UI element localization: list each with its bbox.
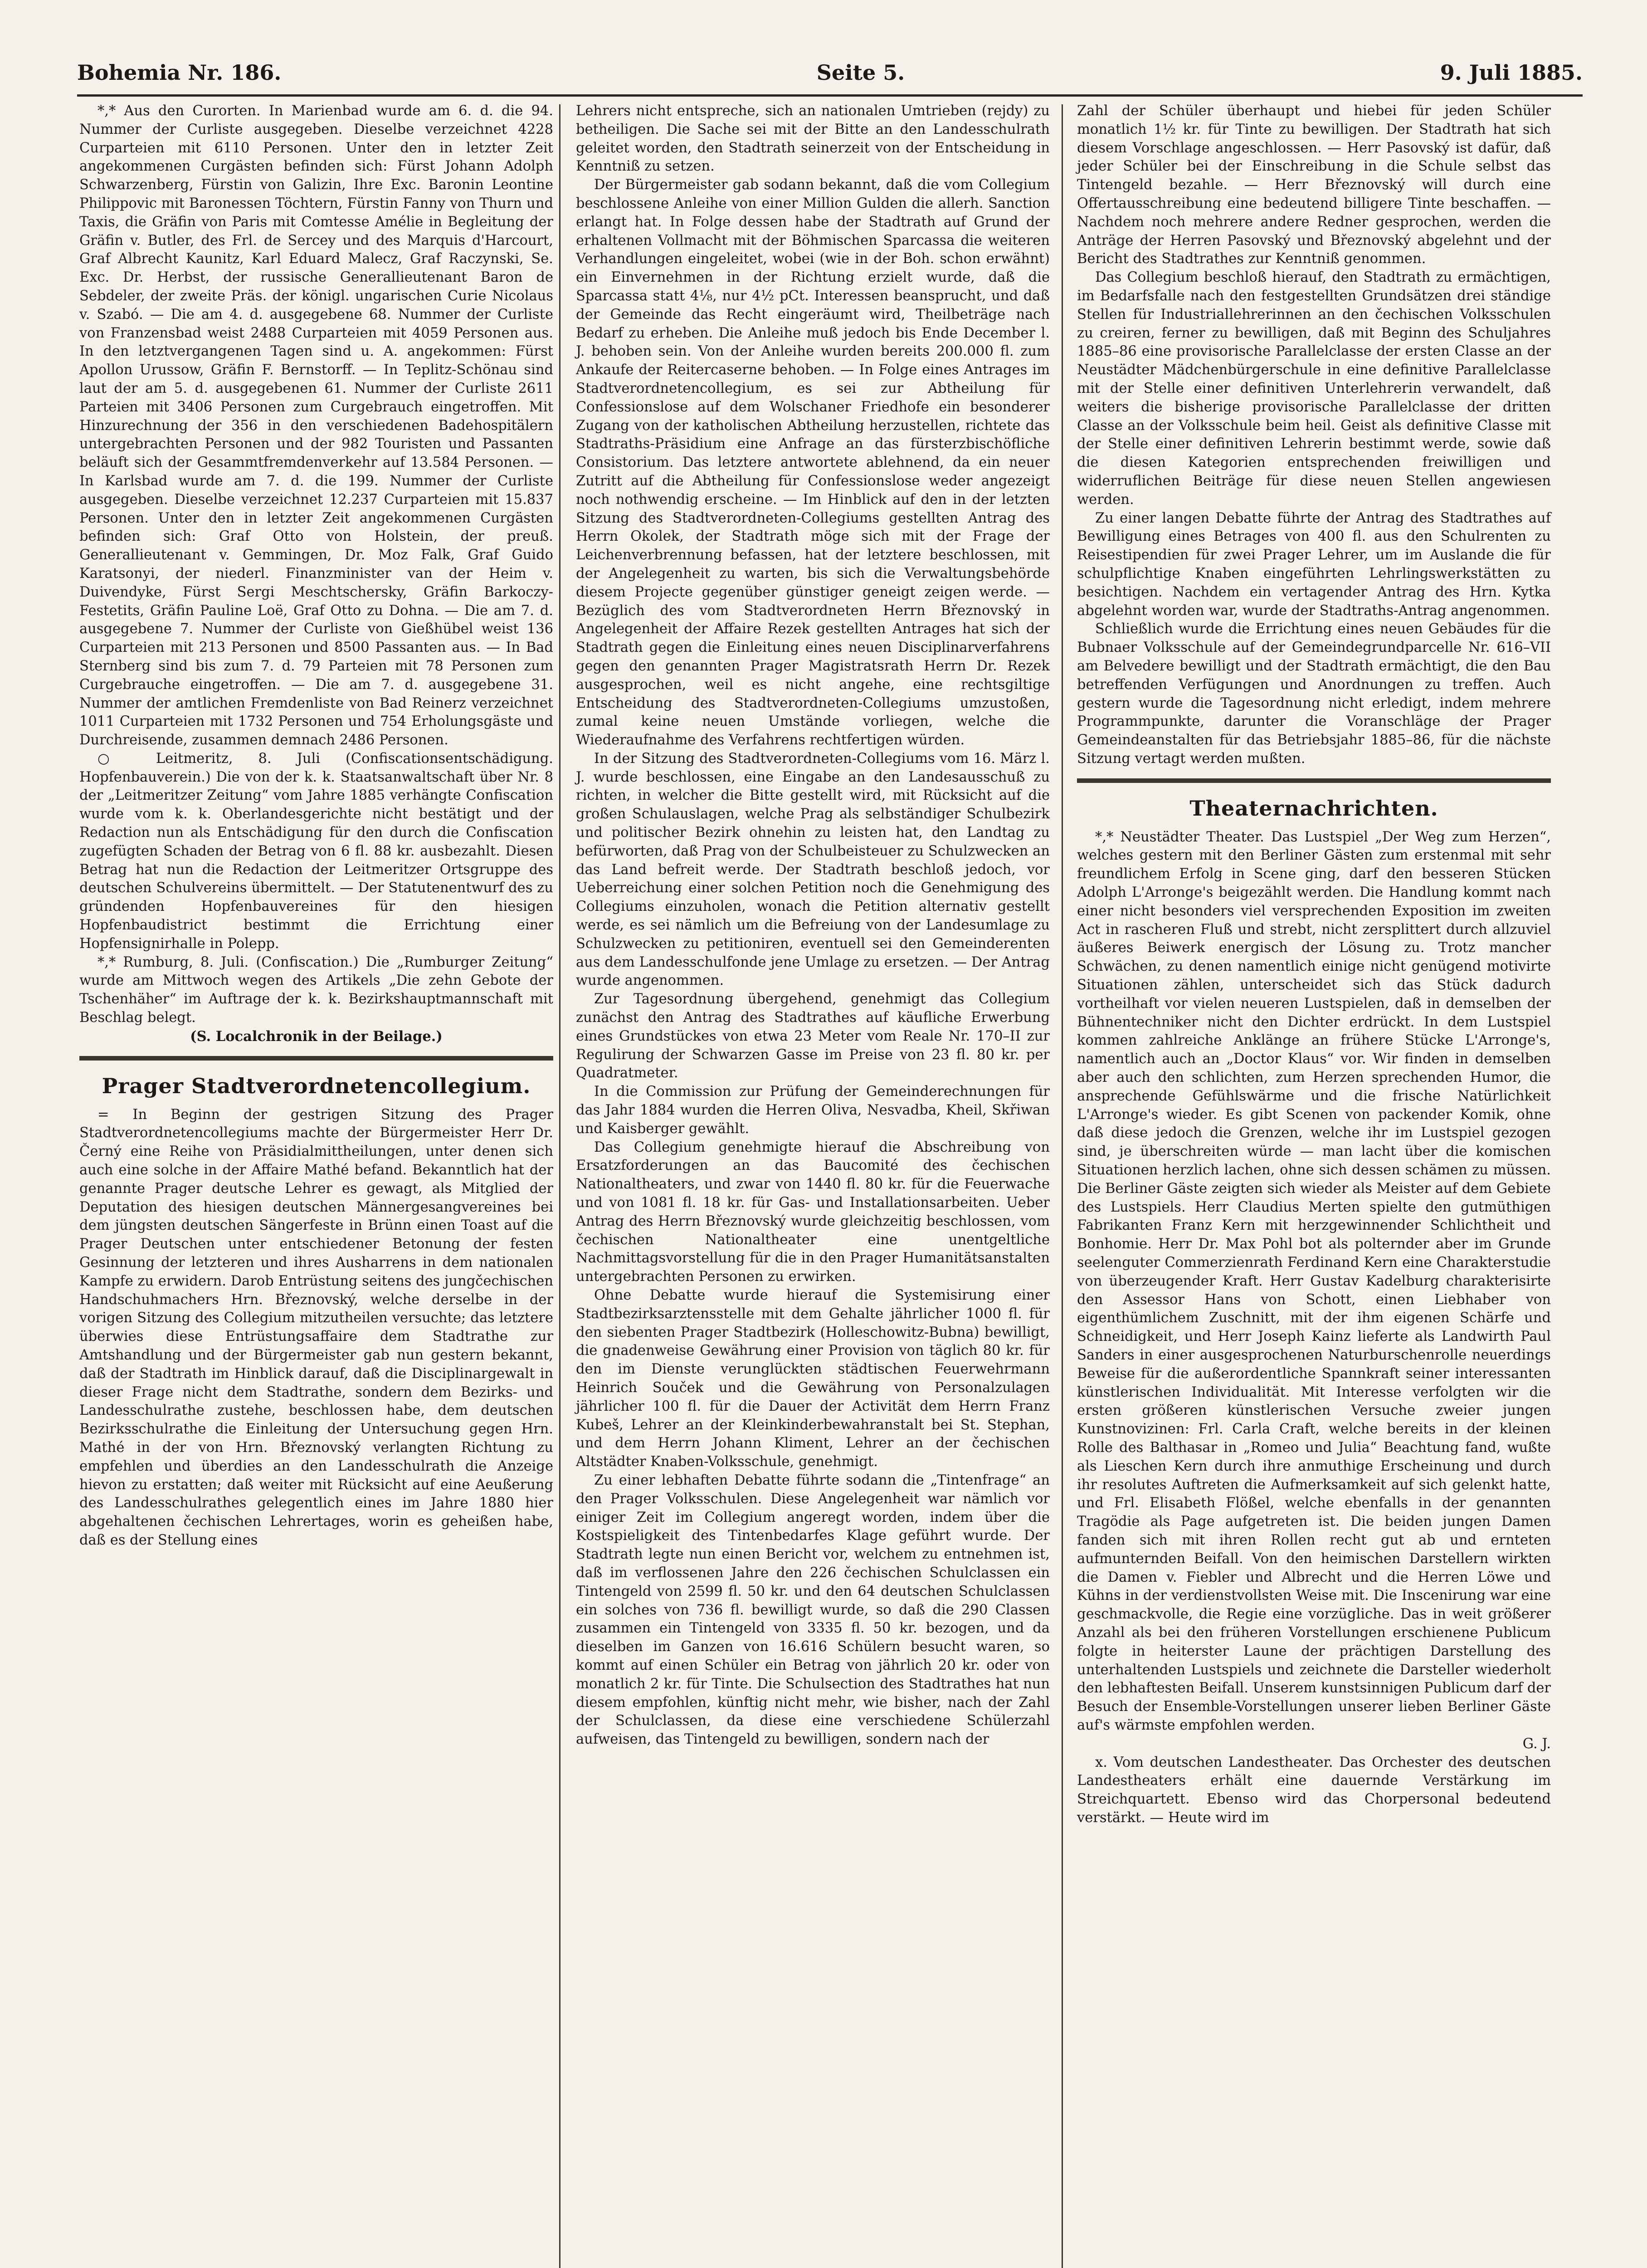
- article-theater: *,* Neustädter Theater. Das Lustspiel „Der Weg zum Herzen“, welches gestern mit den Berliner Gästen zum erstenmal mit sehr freundlichem Erfolg in Scene ging, darf den besseren Stücken Adolph L'Arronge's beigezählt werden. Die Handlung kommt nach einer nicht besonders viel versprechenden Exposition im zweiten Act in rascheren Fluß und strebt, nicht zersplittert durch allzuviel äußeres Beiwerk energisch der Lösung zu. Trotz mancher Schwächen, zu denen namentlich einige nicht genügend motivirte Situationen zählen, unterscheidet sich das Stück dadurch vortheilhaft vor vielen neueren Lustspielen, daß in demselben der Bühnentechniker nicht den Dichter erdrückt. In dem Lustspiel kommen zahlreiche Anklänge an frühere Stücke L'Arronge's, namentlich auch an „Doctor Klaus“ vor. Wir finden in demselben aber auch den schlichten, zum Herzen sprechenden Humor, die ansprechende Gefühlswärme und die frische Natürlichkeit L'Arronge's wieder. Es gibt Scenen von packender Komik, ohne daß diese jedoch die Grenzen, welche ihr im Lustspiel gezogen sind, je überschreiten würde — man lacht über die komischen Situationen herzlich lachen, ohne sich dessen schämen zu müssen. Die Berliner Gäste zeigten sich wieder als Meister auf dem Gebiete des Lustspiels. Herr Claudius Merten spielte den gutmüthigen Fabrikanten Franz Kern mit herzgewinnender Schlichtheit und Bonhomie. Herr Dr. Max Pohl bot als polternder aber im Grunde seelenguter Commerzienrath Ferdinand Kern eine Charakterstudie von überzeugender Kraft. Herr Gustav Kadelburg charakterisirte den Assessor Hans von Schott, einen Liebhaber von eigenthümlichem Zuschnitt, mit der ihm eigenen Schärfe und Schneidigkeit, und Herr Joseph Kainz lieferte als Landwirth Paul Sanders in einer ausgesprochenen Naturburschenrolle neuerdings Beweise für die außerordentliche Spannkraft seiner interessanten künstlerischen Individualität. Mit Interesse verfolgten wir die ersten größeren künstlerischen Versuche zweier jungen Kunstnovizinen: Frl. Carla Craft, welche bereits in der kleinen Rolle des Balthasar in „Romeo und Julia“ Beachtung fand, wußte als Lieschen Kern durch ihre anmuthige Erscheinung und durch ihr resolutes Auftreten die Aufmerksamkeit auf sich gelenkt hatte, und Frl. Elisabeth Flößel, welche ebenfalls in der genannten Tragödie als Page aufgetreten ist. Die beiden jungen Damen fanden sich mit ihren Rollen recht gut ab und ernteten aufmunternden Beifall. Von den heimischen Darstellern wirkten die Damen v. Fiebler und Albrecht und die Herren Löwe und Kühns in der verdienstvollsten Weise mit. Die Inscenirung war eine geschmackvolle, die Regie eine vorzügliche. Das in weit größerer Anzahl als bei den früheren Vorstellungen erschienene Publicum folgte in heiterster Laune der prächtigen Darstellung des unterhaltenden Lustspiels und zeichnete die Darsteller wiederholt den lebhaftesten Beifall. Unserem kunstsinnigen Publicum darf der Besuch der Ensemble-Vorstellungen unserer lieben Berliner Gäste auf's wärmste empfohlen werden.: [1077, 829, 1551, 1733]
- column-1: [79, 102, 553, 1550]
- article-landestheater: x. Vom deutschen Landestheater. Das Orchester des deutschen Landestheaters erhält eine dauernde Verstärkung im Streichquartett. Ebenso wird das Chorpersonal bedeutend verstärkt. — Heute wird im: [1077, 1754, 1551, 1826]
- page-header: [77, 50, 1583, 95]
- header-date: 9. Juli 1885.: [1440, 60, 1583, 85]
- article-col2-para-8: Zu einer lebhaften Debatte führte sodann die „Tintenfrage“ an den Prager Volksschulen. Diese Angelegenheit war nämlich vor einiger Zeit im Collegium angeregt worden, indem über die Kostspieligkeit des Tintenbedarfes Klage geführt wurde. Der Stadtrath legte nun einen Bericht vor, welchem zu entnehmen ist, daß im verflossenen Jahre den 226 čechischen Schulclassen ein Tintengeld von 2599 fl. 50 kr. und den 64 deutschen Schulclassen ein solches von 736 fl. bewilligt wurde, so daß die 290 Classen zusammen ein Tintengeld von 3335 fl. 50 kr. bezogen, und da dieselben im Ganzen von 16.616 Schülern besucht waren, so kommt auf einen Schüler ein Betrag von jährlich 20 kr. oder von monatlich 2 kr. für Tinte. Die Schulsection des Stadtrathes hat nun diesem empfohlen, künftig nicht mehr, wie bisher, nach der Zahl der Schulclassen, da diese eine verschiedene Schülerzahl aufweisen, das Tintengeld zu bewilligen, sondern nach der: [576, 1472, 1050, 1748]
- column-2: [576, 102, 1050, 1749]
- section-title-stadtverordnete: Prager Stadtverordnetencollegium.: [102, 1073, 531, 1098]
- article-leitmeritz: ○ Leitmeritz, 8. Juli (Confiscationsentschädigung. Hopfenbauverein.) Die von der k. k. Staatsanwaltschaft über Nr. 8 der „Leitmeritzer Zeitung“ vom Jahre 1885 verhängte Confiscation wurde vom k. k. Oberlandesgerichte nicht bestätigt und der Redaction nun als Entschädigung für den durch die Confiscation zugefügten Schaden der Betrag von 6 fl. 88 kr. ausbezahlt. Diesen Betrag hat nun die Redaction der Leitmeritzer Ortsgruppe des deutschen Schulvereins übermittelt. — Der Statutenentwurf des zu gründenden Hopfenbauvereines für den hiesigen Hopfenbaudistrict bestimmt die Errichtung einer Hopfensignirhalle in Polepp.: [79, 750, 553, 952]
- article-col2-para-4: Zur Tagesordnung übergehend, genehmigt das Collegium zunächst den Antrag des Stadtrathes auf käufliche Erwerbung eines Grundstückes von etwa 23 Meter vom Reale Nr. 170–II zur Regulirung der Schwarzen Gasse im Preise von 23 fl. 80 kr. per Quadratmeter.: [576, 991, 1050, 1081]
- article-col3-para-2: Das Collegium beschloß hierauf, den Stadtrath zu ermächtigen, im Bedarfsfalle nach den festgestellten Grundsätzen drei ständige Stellen für Industriallehrerinnen an den čechischen Volksschulen zu creiren, ferner zu bewilligen, daß mit Beginn des Schuljahres 1885–86 eine provisorische Parallelclasse der ersten Classe an der Neustädter Mädchenbürgerschule in eine definitive Parallelclasse mit der Stelle einer definitiven Unterlehrerin verwandelt, daß weiters die bisherige provisorische Parallelclasse der dritten Classe an der Volksschule beim heil. Geist als definitive Classe mit der Stelle einer definitiven Lehrerin bestimmt werde, sowie daß die diesen Kategorien entsprechenden freiwilligen und widerruflichen Beiträge für diese neuen Stellen angewiesen werden.: [1077, 269, 1551, 508]
- header-issue: Bohemia Nr. 186.: [77, 60, 282, 85]
- section-title-theater: Theaternachrichten.: [1189, 796, 1438, 821]
- article-col3-para-3: Zu einer langen Debatte führte der Antrag des Stadtrathes auf Bewilligung eines Betrages von 400 fl. aus den Schulrenten zu Reisestipendien für zwei Prager Lehrer, um im Auslande die für schulpflichtige Knaben eingeführten Lehrlingswerkstätten zu besichtigen. Nachdem ein vertagender Antrag des Hrn. Kytka abgelehnt worden war, wurde der Stadtraths-Antrag angenommen.: [1077, 510, 1551, 619]
- article-signature: G. J.: [1522, 1735, 1551, 1752]
- header-page-number: Seite 5.: [816, 60, 905, 85]
- article-col2-para-6: Das Collegium genehmigte hierauf die Abschreibung von Ersatzforderungen an das Baucomité des čechischen Nationaltheaters, und zwar von 1440 fl. 80 kr. für die Feuerwache und von 1081 fl. 18 kr. für Gas- und Installationsarbeiten. Ueber Antrag des Herrn Březnovský wurde gleichzeitig beschlossen, vom čechischen Nationaltheater eine unentgeltliche Nachmittagsvorstellung für die in den Prager Humanitätsanstalten untergebrachten Personen zu erwirken.: [576, 1139, 1050, 1285]
- article-col3-para-4: Schließlich wurde die Errichtung eines neuen Gebäudes für die Bubnaer Volksschule auf der Gemeindegrundparcelle Nr. 616–VII am Belvedere bewilligt und der Stadtrath ermächtigt, die den Bau betreffenden Verfügungen und Anordnungen zu treffen. Auch gestern wurde die Tagesordnung nicht erledigt, indem mehrere Programmpunkte, darunter die Voranschläge der Prager Gemeindeanstalten für das Betriebsjahr 1885–86, für die nächste Sitzung vertagt werden mußten.: [1077, 621, 1551, 767]
- column-divider-1: [559, 104, 560, 2268]
- article-rumburg: *,* Rumburg, 8. Juli. (Confiscation.) Die „Rumburger Zeitung“ wurde am Mittwoch wegen des Artikels „Die zehn Gebote der Tschenhäher“ im Auftrage der k. k. Bezirkshauptmannschaft mit Beschlag belegt.: [79, 954, 553, 1026]
- column-3: [1077, 102, 1551, 1828]
- article-col2-para-2: Der Bürgermeister gab sodann bekannt, daß die vom Collegium beschlossene Anleihe von einer Million Gulden die allerh. Sanction erlangt hat. In Folge dessen habe der Stadtrath auf Grund der erhaltenen Vollmacht mit der Böhmischen Sparcassa die weiteren Verhandlungen eingeleitet, wobei (wie in der Boh. schon erwähnt) ein Einvernehmen in der Richtung erzielt wurde, daß die Sparcassa statt 4⅛, nur 4½ pCt. Interessen beansprucht, und daß der Gemeinde das Recht eingeräumt wird, Theilbeträge nach Bedarf zu erheben. Die Anleihe muß jedoch bis Ende December l. J. behoben sein. Von der Anleihe wurden bereits 200.000 fl. zum Ankaufe der Reitercaserne behoben. — In Folge eines Antrages im Stadtverordnetencollegium, es sei zur Abtheilung für Confessionslose auf dem Wolschaner Friedhofe ein besonderer Zugang von der katholischen Abtheilung herzustellen, richtete das Stadtraths-Präsidium eine Anfrage an das fürsterzbischöfliche Consistorium. Das letztere antwortete ablehnend, da ein neuer Zutritt auf die Abtheilung für Confessionslose weder angezeigt noch nothwendig erscheine. — Im Hinblick auf den in der letzten Sitzung des Stadtverordneten-Collegiums gestellten Antrag des Herrn Okolek, der Stadtrath möge sich mit der Frage der Leichenverbrennung befassen, hat der letztere beschlossen, mit der Angelegenheit zu warten, bis sich die Verwaltungsbehörde diesem Projecte gegenüber günstiger geneigt zeigen werde. — Bezüglich des vom Stadtverordneten Herrn Březnovský in Angelegenheit der Affaire Rezek gestellten Antrages hat sich der Stadtrath gegen die Einleitung eines neuen Disciplinarverfahrens gegen den genannten Prager Magistratsrath Herrn Dr. Rezek ausgesprochen, weil es nicht angehe, eine rechtsgiltige Entscheidung des Stadtverordneten-Collegiums umzustoßen, zumal keine neuen Umstände vorliegen, welche die Wiederaufnahme des Verfahrens rechtfertigen würden.: [576, 177, 1050, 748]
- localchronik-note: (S. Localchronik in der Beilage.): [190, 1028, 443, 1045]
- article-col2-para-5: In die Commission zur Prüfung der Gemeinderechnungen für das Jahr 1884 wurden die Herren Oliva, Nesvadba, Kheil, Skřiwan und Kaisberger gewählt.: [576, 1084, 1050, 1137]
- column-divider-2: [1062, 104, 1063, 2268]
- article-curorte: *,* Aus den Curorten. In Marienbad wurde am 6. d. die 94. Nummer der Curliste ausgegeben. Dieselbe verzeichnet 4228 Curparteien mit 6110 Personen. Unter den in letzter Zeit angekommenen Curgästen befinden sich: Fürst Johann Adolph Schwarzenberg, Fürstin von Galizin, Ihre Exc. Baronin Leontine Philippovic mit Baronessen Töchtern, Fürstin Fanny von Thurn und Taxis, die Gräfin von Paris mit Comtesse Amélie in Begleitung der Gräfin v. Butler, des Frl. de Sercey und des Marquis d'Harcourt, Graf Albrecht Kaunitz, Karl Eduard Malecz, Graf Raczynski, Se. Exc. Dr. Herbst, der russische Generallieutenant Baron de Sebdeler, der zweite Präs. der königl. ungarischen Curie Nicolaus v. Szabó. — Die am 4. d. ausgegebene 68. Nummer der Curliste von Franzensbad weist 2488 Curparteien mit 4059 Personen aus. In den letztvergangenen Tagen sind u. A. angekommen: Fürst Apollon Urussow, Gräfin F. Bernstorff. — In Teplitz-Schönau sind laut der am 5. d. ausgegebenen 61. Nummer der Curliste 2611 Parteien mit 3406 Personen zum Curgebrauch eingetroffen. Mit Hinzurechnung der 356 in den verschiedenen Badehospitälern untergebrachten Personen und der 982 Touristen und Passanten beläuft sich der Gesammtfremdenverkehr auf 13.584 Personen. — In Karlsbad wurde am 7. d. die 199. Nummer der Curliste ausgegeben. Dieselbe verzeichnet 12.237 Curparteien mit 15.837 Personen. Unter den in letzter Zeit angekommenen Curgästen befinden sich: Graf Otto von Holstein, der preuß. Generallieutenant v. Gemmingen, Dr. Moz Falk, Graf Guido Karatsonyi, der niederl. Finanzminister van der Heim v. Duivendyke, Fürst Sergi Meschtschersky, Gräfin Barkoczy-Festetits, Gräfin Pauline Loë, Graf Otto zu Dohna. — Die am 7. d. ausgegebene 7. Nummer der Curliste von Gießhübel weist 136 Curparteien mit 213 Personen und 8500 Passanten aus. — In Bad Sternberg sind bis zum 7. d. 79 Parteien mit 78 Personen zum Curgebrauche eingetroffen. — Die am 7. d. ausgegebene 31. Nummer der amtlichen Fremdenliste von Bad Reinerz verzeichnet 1011 Curparteien mit 1732 Personen und 754 Erholungsgäste und Durchreisende, zusammen demnach 2486 Personen.: [79, 103, 553, 748]
- header-rule: [77, 94, 1583, 97]
- article-col2-para-7: Ohne Debatte wurde hierauf die Systemisirung einer Stadtbezirksarztensstelle mit dem Gehalte jährlicher 1000 fl. für den siebenten Prager Stadtbezirk (Holleschowitz-Bubna) bewilligt, die gnadenweise Gewährung einer Provision von täglich 80 kr. für den im Dienste verunglückten städtischen Feuerwehrmann Heinrich Souček und die Gewährung von Personalzulagen jährlicher 100 fl. für die Dauer der Activität dem Herrn Franz Kubeš, Lehrer an der Kleinkinderbewahranstalt bei St. Stephan, und dem Herrn Johann Kliment, Lehrer an der čechischen Altstädter Knaben-Volksschule, genehmigt.: [576, 1287, 1050, 1470]
- section-separator-theater: [1077, 778, 1551, 783]
- article-col2-para-3: In der Sitzung des Stadtverordneten-Collegiums vom 16. März l. J. wurde beschlossen, eine Eingabe an den Landesausschuß zu richten, in welcher die Bitte gestellt wird, mit Rücksicht auf die großen Schulauslagen, welche Prag als selbständiger Schulbezirk und politischer Bezirk ohnehin zu leisten hat, den Landtag zu befürworten, daß Prag von der Schulbeisteuer zu Schulzwecken an das Land befreit werde. Der Stadtrath beschloß jedoch, vor Ueberreichung einer solchen Petition noch die Genehmigung des Collegiums einzuholen, wonach die Petition alternativ gestellt werde, es sei nämlich um die Befreiung von der Landesumlage zu Schulzwecken zu petitioniren, eventuell sei den Gemeinderenten aus dem Landesschulfonde jene Umlage zu ersetzen. — Der Antrag wurde angenommen.: [576, 750, 1050, 989]
- section-separator: [79, 1056, 553, 1061]
- article-stadtverordnete-1: = In Beginn der gestrigen Sitzung des Prager Stadtverordnetencollegiums machte der Bürgermeister Herr Dr. Černý eine Reihe von Präsidialmittheilungen, unter denen sich auch eine solche in der Affaire Mathé befand. Bekanntlich hat der genannte Prager deutsche Lehrer es gewagt, als Mitglied der Deputation des hiesigen deutschen Männergesangvereines bei dem jüngsten deutschen Sängerfeste in Brünn einen Toast auf die Prager Deutschen unter entschiedener Betonung der festen Gesinnung der letzteren und ihres Ausharrens in dem nationalen Kampfe zu erwidern. Darob Entrüstung seitens des jungčechischen Handschuhmachers Hrn. Březnovský, welche derselbe in der vorigen Sitzung des Collegium mitzutheilen versuchte; das letztere überwies diese Entrüstungsaffaire dem Stadtrathe zur Amtshandlung und der Bürgermeister gab nun gestern bekannt, daß der Stadtrath im Hinblick darauf, daß die Disciplinargewalt in dieser Frage nicht dem Stadtrathe, sondern dem Bezirks- und Landesschulrathe zustehe, beschlossen habe, dem deutschen Bezirksschulrathe die Einleitung der Untersuchung gegen Hrn. Mathé in der von Hrn. Březnovský verlangten Richtung zu empfehlen und überdies an den Landesschulrath die Anzeige hievon zu erstatten; daß weiter mit Rücksicht auf eine Aeußerung des Landesschulrathes gelegentlich eines im Jahre 1880 hier abgehaltenen čechischen Lehrertages, worin es geheißen habe, daß es der Stellung eines: [79, 1106, 553, 1548]
- article-col2-para-1: Lehrers nicht entspreche, sich an nationalen Umtrieben (rejdy) zu betheiligen. Die Sache sei mit der Bitte an den Landesschulrath geleitet worden, den Stadtrath seinerzeit von der Entscheidung in Kenntniß zu setzen.: [576, 103, 1050, 175]
- article-col3-para-1: Zahl der Schüler überhaupt und hiebei für jeden Schüler monatlich 1½ kr. für Tinte zu bewilligen. Der Stadtrath hat sich diesem Vorschlage angeschlossen. — Herr Pasovský ist dafür, daß jeder Schüler bei der Einschreibung in die Schule selbst das Tintengeld bezahle. — Herr Březnovský will durch eine Offertausschreibung eine bedeutend billigere Tinte beschaffen. — Nachdem noch mehrere andere Redner gesprochen, werden die Anträge der Herren Pasovský und Březnovský abgelehnt und der Bericht des Stadtrathes zur Kenntniß genommen.: [1077, 103, 1551, 267]
